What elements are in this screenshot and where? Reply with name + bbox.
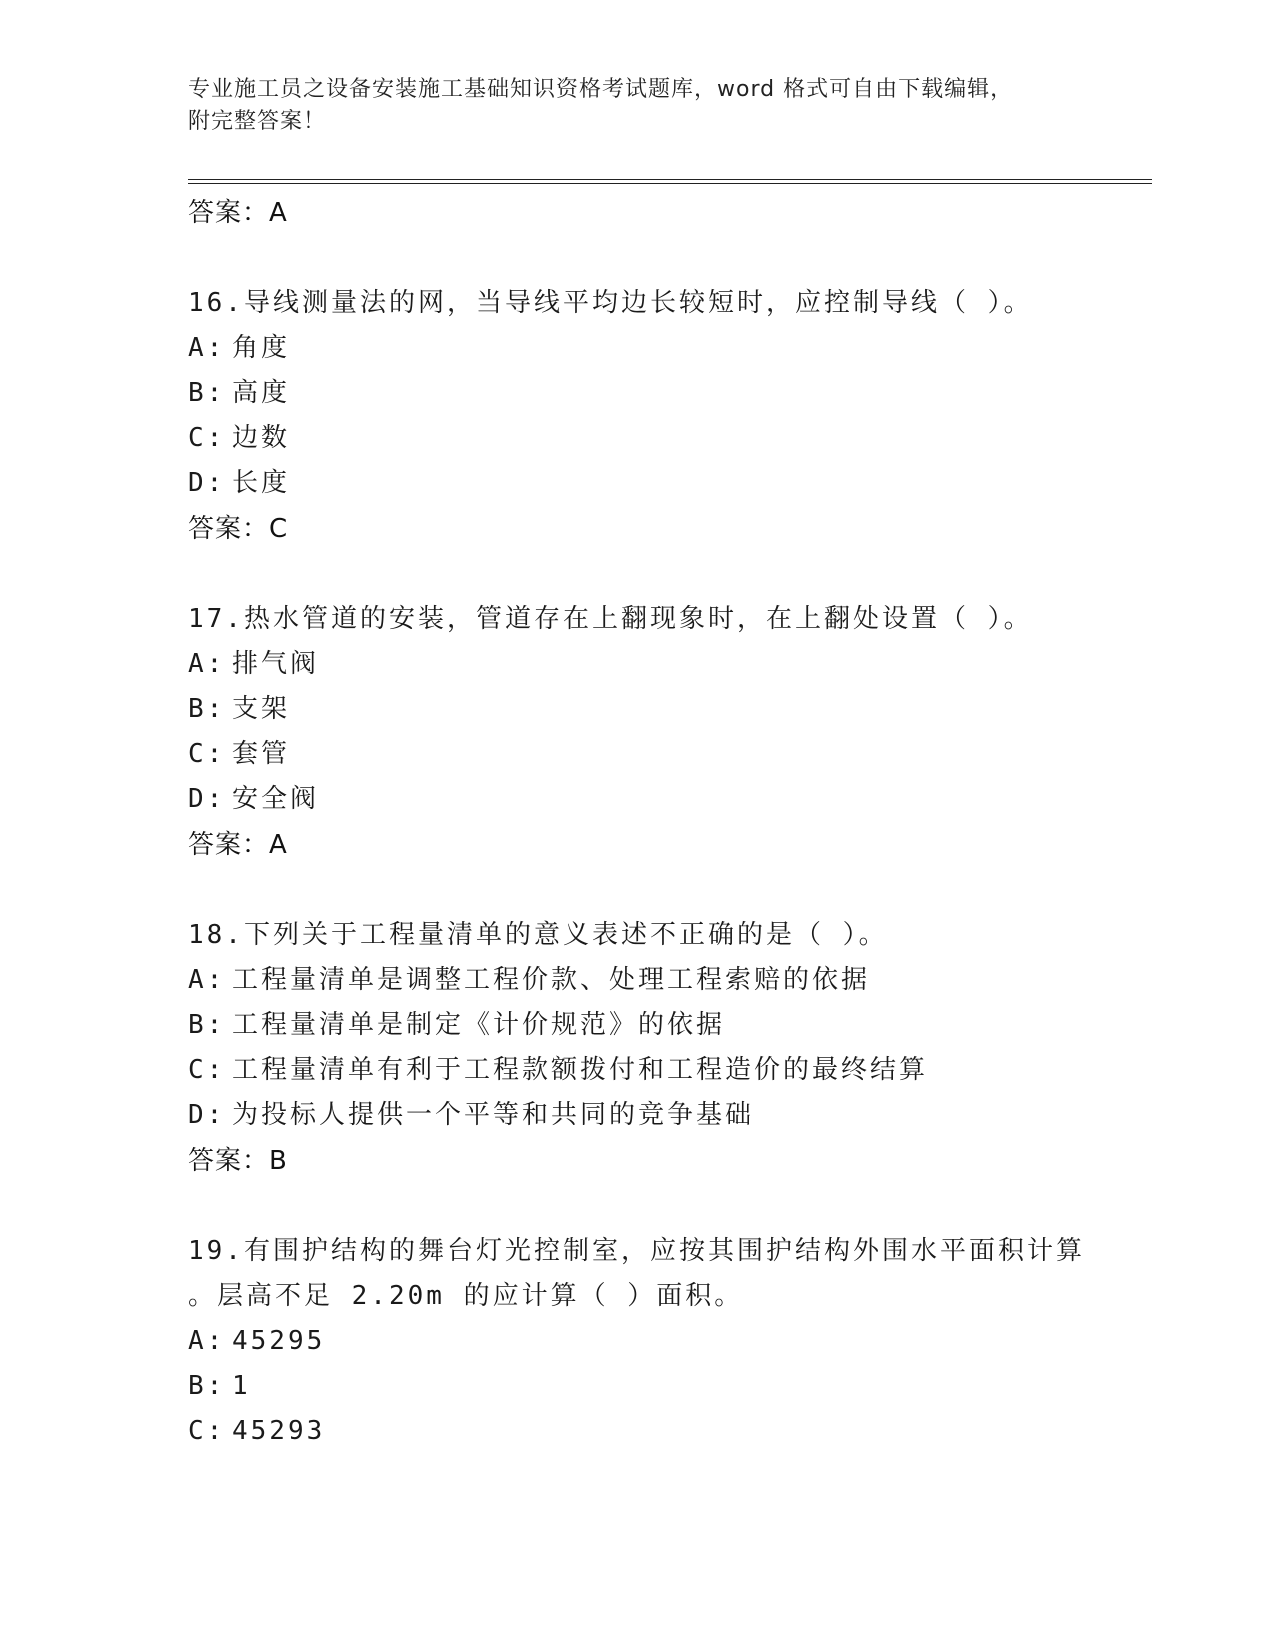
answer-option [188,687,1088,732]
answer-key: 答案：A [188,830,288,860]
answer-option [188,1003,1088,1048]
question-block [188,597,1088,868]
option-letter: A: [188,965,226,995]
answer-option [188,1364,1088,1409]
option-text: 套管 [232,739,291,769]
option-text: 工程量清单是制定《计价规范》的依据 [232,1010,726,1040]
option-text: 45293 [232,1416,326,1446]
document-header [188,74,1088,138]
option-letter: B: [188,1010,226,1040]
header-line-2: 附完整答案！ [188,109,327,134]
answer-option [188,777,1088,822]
answer-option [188,461,1088,506]
answer-option [188,1093,1088,1138]
answer-option [188,732,1088,777]
option-text: 45295 [232,1326,326,1356]
question-list [188,190,1088,1454]
option-letter: C: [188,1416,226,1446]
answer-option [188,642,1088,687]
option-letter: D: [188,784,226,814]
option-text: 工程量清单是调整工程价款、处理工程索赔的依据 [232,965,871,995]
answer-option [188,1048,1088,1093]
question-stem: 19.有围护结构的舞台灯光控制室，应按其围护结构外围水平面积计算 [188,1236,1085,1266]
option-letter: D: [188,1100,226,1130]
question-block [188,1229,1088,1454]
option-text: 长度 [232,468,291,498]
answer-option [188,371,1088,416]
option-letter: A: [188,333,226,363]
answer-option [188,958,1088,1003]
answer-option [188,1409,1088,1454]
option-letter: C: [188,423,226,453]
option-text: 安全阀 [232,784,320,814]
option-text: 1 [232,1371,251,1401]
header-rule-bottom [188,183,1152,184]
option-text: 排气阀 [232,649,320,679]
answer-option [188,416,1088,461]
option-letter: B: [188,1371,226,1401]
option-letter: A: [188,1326,226,1356]
option-letter: A: [188,649,226,679]
option-text: 为投标人提供一个平等和共同的竞争基础 [232,1100,755,1130]
option-text: 边数 [232,423,291,453]
questions-container [188,281,1088,1454]
question-stem: 16.导线测量法的网，当导线平均边长较短时，应控制导线（ ）。 [188,288,1033,318]
question-stem: 17.热水管道的安装，管道存在上翻现象时，在上翻处设置（ ）。 [188,604,1033,634]
header-rule-top [188,179,1152,180]
answer-key: 答案：C [188,514,289,544]
question-block [188,913,1088,1184]
option-letter: C: [188,739,226,769]
option-letter: B: [188,694,226,724]
answer-key: 答案：B [188,1146,288,1176]
question-stem: 。层高不足 2.20m 的应计算（ ）面积。 [188,1281,744,1311]
previous-answer: 答案：A [188,198,288,228]
question-stem: 18.下列关于工程量清单的意义表述不正确的是（ ）。 [188,920,888,950]
option-text: 角度 [232,333,291,363]
answer-option [188,326,1088,371]
option-text: 支架 [232,694,291,724]
option-letter: C: [188,1055,226,1085]
header-line-1: 专业施工员之设备安装施工基础知识资格考试题库，word 格式可自由下载编辑， [188,77,1014,102]
question-block [188,281,1088,552]
option-text: 高度 [232,378,291,408]
answer-option [188,1319,1088,1364]
option-letter: D: [188,468,226,498]
option-letter: B: [188,378,226,408]
option-text: 工程量清单有利于工程款额拨付和工程造价的最终结算 [232,1055,929,1085]
